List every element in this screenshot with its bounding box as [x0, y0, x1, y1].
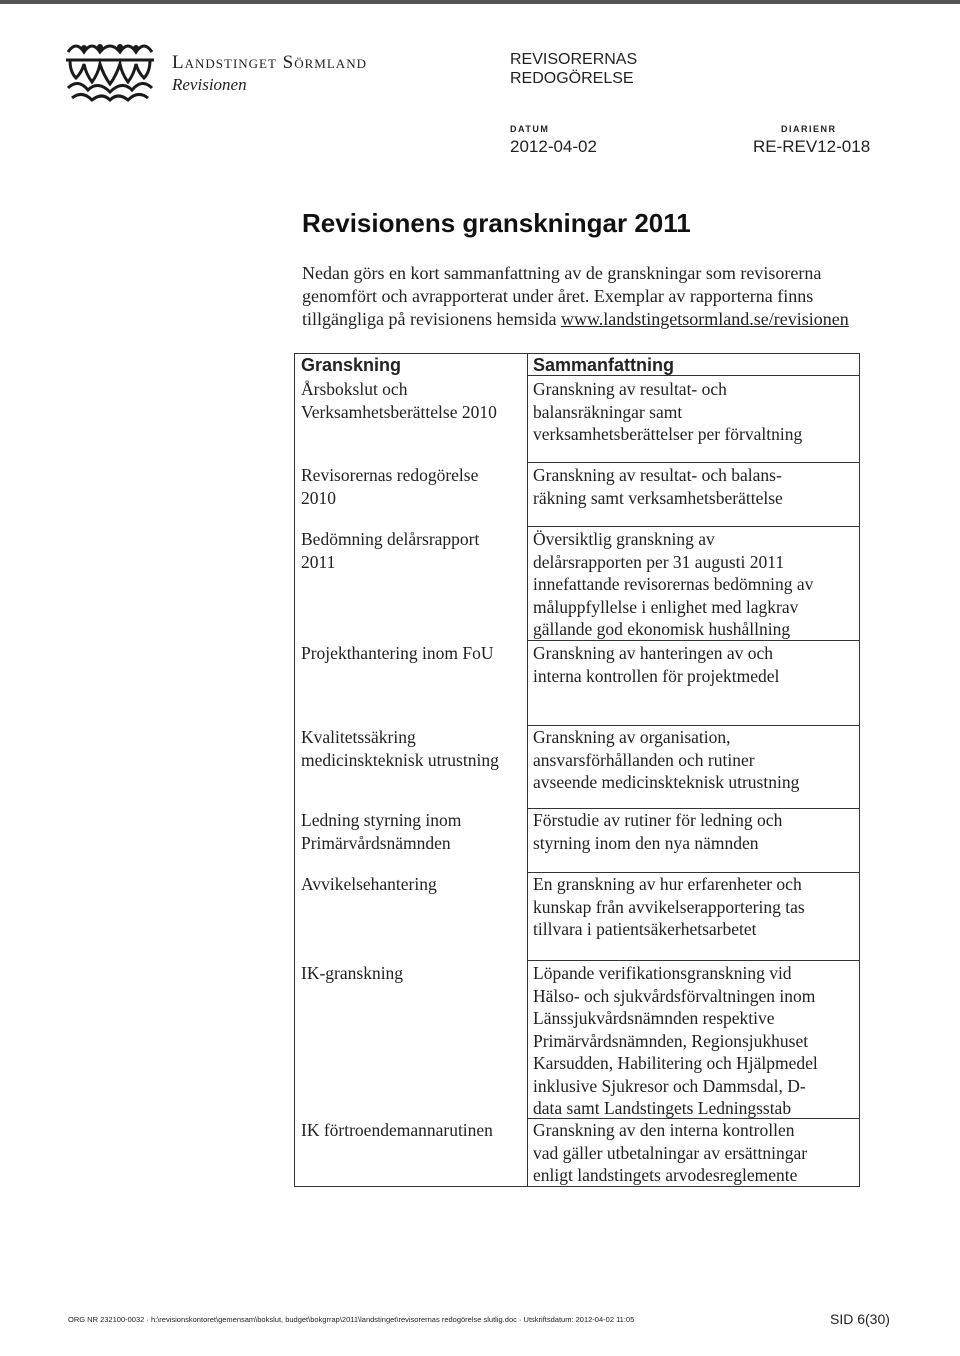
- cell-line: balansräkningar samt: [533, 401, 683, 422]
- intro-line-text: tillgängliga på revisionens hemsida: [302, 309, 561, 329]
- cell-line: gällande god ekonomisk hushållning: [533, 619, 791, 639]
- document-type-line1: REVISORERNAS: [510, 51, 638, 68]
- cell-line: räkning samt verksamhetsberättelse: [533, 487, 783, 508]
- column-divider: [527, 354, 528, 1186]
- table-row-granskning: [301, 809, 525, 854]
- org-subtitle: Revisionen: [172, 75, 247, 94]
- cell-line: Primärvårdsnämnden, Regionsjukhuset: [533, 1030, 809, 1051]
- table-row-granskning: [301, 642, 525, 665]
- table-row-granskning: [301, 378, 525, 423]
- page-number: SID 6(30): [830, 1311, 890, 1327]
- column-header-sammanfattning: Sammanfattning: [533, 355, 675, 375]
- crown-logo-icon: [62, 38, 158, 104]
- cell-line: Översiktlig granskning av: [533, 529, 715, 549]
- cell-line: 2011: [301, 551, 336, 572]
- document-type: [510, 50, 637, 88]
- intro-line: Nedan görs en kort sammanfattning av de granskningar som revisorerna: [302, 263, 822, 283]
- cell-line: Karsudden, Habilitering och Hjälpmedel: [533, 1053, 818, 1073]
- reference-value: RE-REV12-018: [753, 137, 871, 156]
- column-header-granskning: Granskning: [301, 355, 402, 375]
- table-row-sammanfattning: [533, 464, 853, 509]
- cell-line: avseende medicinskteknisk utrustning: [533, 772, 800, 792]
- table-row-granskning: [301, 962, 525, 985]
- cell-line: Hälso- och sjukvårdsförvaltningen inom: [533, 985, 816, 1006]
- cell-line: Löpande verifikationsgranskning vid: [533, 963, 792, 983]
- document-title: Revisionens granskningar 2011: [302, 208, 691, 238]
- cell-line: Revisorernas redogörelse: [301, 465, 479, 485]
- table-row-sammanfattning: [533, 809, 853, 854]
- cell-line: En granskning av hur erfarenheter och: [533, 874, 802, 894]
- cell-line: verksamhetsberättelser per förvaltning: [533, 424, 803, 444]
- table-row-granskning: [301, 1119, 525, 1142]
- cell-line: Avvikelsehantering: [301, 874, 437, 894]
- document-type-line2: REDOGÖRELSE: [510, 70, 634, 87]
- table-row-sammanfattning: [533, 642, 853, 687]
- cell-line: Förstudie av rutiner för ledning och: [533, 810, 783, 830]
- cell-line: vad gäller utbetalningar av ersättningar: [533, 1142, 808, 1163]
- table-row-granskning: [301, 726, 525, 771]
- cell-line: Verksamhetsberättelse 2010: [301, 401, 497, 422]
- cell-line: data samt Landstingets Ledningsstab: [533, 1098, 792, 1118]
- cell-line: delårsrapporten per 31 augusti 2011: [533, 551, 785, 572]
- cell-line: Ledning styrning inom: [301, 810, 462, 830]
- row-divider: [527, 526, 859, 527]
- table-row-sammanfattning: [533, 962, 853, 1120]
- cell-line: Granskning av hanteringen av och: [533, 643, 774, 663]
- cell-line: kunskap från avvikelserapportering tas: [533, 896, 805, 917]
- cell-line: Projekthantering inom FoU: [301, 643, 494, 663]
- cell-line: Granskning av resultat- och balans-: [533, 465, 782, 485]
- table-row-sammanfattning: [533, 726, 853, 794]
- top-rule: [0, 0, 960, 4]
- cell-line: Bedömning delårsrapport: [301, 529, 480, 549]
- cell-line: Årsbokslut och: [301, 379, 408, 399]
- org-name: Landstinget Sörmland: [172, 52, 367, 73]
- table-row-sammanfattning: [533, 873, 853, 941]
- cell-line: måluppfyllelse i enlighet med lagkrav: [533, 596, 799, 617]
- cell-line: Granskning av resultat- och: [533, 379, 727, 399]
- table-row-granskning: [301, 873, 525, 896]
- reference-label: DIARIENR: [781, 124, 837, 134]
- date-value: 2012-04-02: [510, 137, 597, 156]
- cell-line: ansvarsförhållanden och rutiner: [533, 749, 755, 770]
- table-row-sammanfattning: [533, 528, 853, 641]
- intro-line: [302, 308, 902, 331]
- cell-line: innefattande revisorernas bedömning av: [533, 574, 814, 594]
- cell-line: Granskning av den interna kontrollen: [533, 1120, 795, 1140]
- table-row-sammanfattning: [533, 1119, 853, 1187]
- website-link[interactable]: www.landstingetsormland.se/revisionen: [560, 309, 849, 329]
- cell-line: 2010: [301, 487, 336, 508]
- cell-line: inklusive Sjukresor och Dammsdal, D-: [533, 1075, 806, 1096]
- cell-line: Primärvårdsnämnden: [301, 832, 451, 853]
- table-row-granskning: [301, 528, 525, 573]
- intro-line: genomfört och avrapporterat under året. Exemplar av rapporterna finns: [302, 286, 814, 306]
- review-table: [294, 353, 860, 1187]
- table-row-sammanfattning: [533, 378, 853, 446]
- intro-paragraph: [302, 262, 902, 331]
- cell-line: interna kontrollen för projektmedel: [533, 665, 780, 686]
- cell-line: tillvara i patientsäkerhetsarbetet: [533, 919, 757, 939]
- cell-line: IK-granskning: [301, 963, 404, 983]
- cell-line: enligt landstingets arvodesreglemente: [533, 1165, 798, 1185]
- cell-line: Kvalitetssäkring: [301, 727, 416, 747]
- table-row-granskning: [301, 464, 525, 509]
- row-divider: [527, 960, 859, 961]
- cell-line: medicinskteknisk utrustning: [301, 749, 499, 770]
- row-divider: [527, 462, 859, 463]
- cell-line: Länssjukvårdsnämnden respektive: [533, 1008, 775, 1028]
- cell-line: Granskning av organisation,: [533, 727, 731, 747]
- footer-file-path: ORG NR 232100-0032 · h:\revisionskontoret\gemensam\bokslut, budget\bokgrrap\2011\landstinget\revisorernas redogörelse slutlig.doc · Utskriftsdatum: 2012-04-02 11:05: [68, 1315, 635, 1324]
- cell-line: IK förtroendemannarutinen: [301, 1120, 493, 1140]
- date-label: DATUM: [510, 124, 550, 134]
- cell-line: styrning inom den nya nämnden: [533, 832, 759, 853]
